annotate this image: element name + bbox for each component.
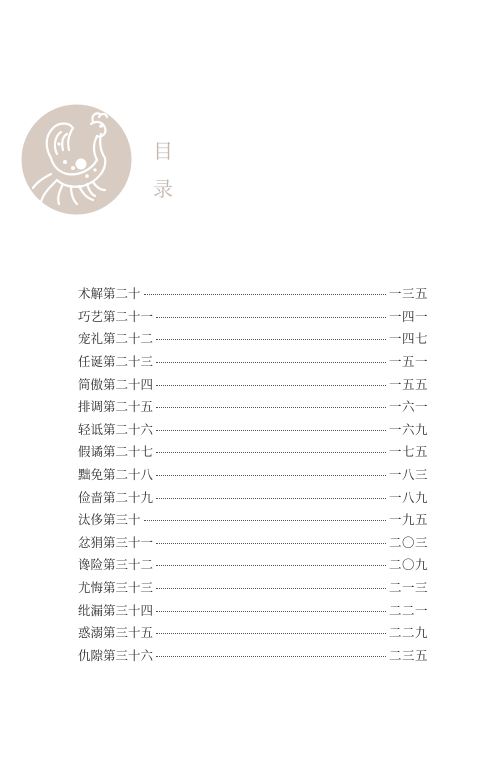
toc-dot-leader xyxy=(156,497,386,499)
toc-entry-title: 巧艺第二十一 xyxy=(78,308,154,324)
toc-dot-leader xyxy=(156,610,386,612)
toc-dot-leader xyxy=(156,384,386,386)
toc-dot-leader xyxy=(156,632,386,634)
toc-dot-leader xyxy=(144,519,386,521)
toc-entry[interactable] xyxy=(78,372,428,395)
toc-entry-title: 排调第二十五 xyxy=(78,399,154,415)
toc-entry-title: 任诞第二十三 xyxy=(78,354,154,370)
toc-entry-page-number: 一五五 xyxy=(388,376,428,392)
toc-entry-title: 轻诋第二十六 xyxy=(78,421,154,437)
toc-entry[interactable] xyxy=(78,576,428,599)
toc-entry-title: 简傲第二十四 xyxy=(78,376,154,392)
toc-entry[interactable] xyxy=(78,598,428,621)
toc-dot-leader xyxy=(156,564,386,566)
toc-entry-page-number: 二一三 xyxy=(388,580,428,596)
toc-dot-leader xyxy=(144,293,386,295)
toc-entry[interactable] xyxy=(78,305,428,328)
toc-dot-leader xyxy=(156,655,386,657)
toc-entry[interactable] xyxy=(78,327,428,350)
toc-entry[interactable] xyxy=(78,553,428,576)
toc-entry-title: 谗险第三十二 xyxy=(78,557,154,573)
toc-entry-title: 纰漏第三十四 xyxy=(78,602,154,618)
toc-entry-page-number: 一九五 xyxy=(388,512,428,528)
toc-entry-title: 宠礼第二十二 xyxy=(78,331,154,347)
toc-entry[interactable] xyxy=(78,508,428,531)
toc-entry[interactable] xyxy=(78,350,428,373)
toc-entry[interactable] xyxy=(78,440,428,463)
toc-entry-title: 忿狷第三十一 xyxy=(78,534,154,550)
toc-dot-leader xyxy=(156,587,386,589)
toc-entry-page-number: 一三五 xyxy=(388,286,428,302)
toc-dot-leader xyxy=(156,406,386,408)
toc-entry-title: 仇隙第三十六 xyxy=(78,647,154,663)
phoenix-medallion-icon xyxy=(21,104,132,215)
toc-dot-leader xyxy=(156,429,386,431)
toc-entry-page-number: 二三五 xyxy=(388,647,428,663)
toc-entry-page-number: 二〇九 xyxy=(388,557,428,573)
toc-entry-page-number: 一六九 xyxy=(388,421,428,437)
toc-entry-page-number: 一六一 xyxy=(388,399,428,415)
toc-dot-leader xyxy=(156,474,386,476)
contents-heading-char-1: 目 xyxy=(153,139,173,163)
toc-entry-page-number: 一八三 xyxy=(388,467,428,483)
toc-entry-title: 俭啬第二十九 xyxy=(78,489,154,505)
toc-entry[interactable] xyxy=(78,282,428,305)
toc-entry-title: 术解第二十 xyxy=(78,286,141,302)
toc-entry[interactable] xyxy=(78,531,428,554)
toc-dot-leader xyxy=(156,316,386,318)
toc-entry-title: 黜免第二十八 xyxy=(78,467,154,483)
toc-entry-title: 假谲第二十七 xyxy=(78,444,154,460)
toc-entry-title: 尤悔第三十三 xyxy=(78,580,154,596)
toc-entry[interactable] xyxy=(78,621,428,644)
contents-heading-char-2: 录 xyxy=(153,177,173,201)
toc-dot-leader xyxy=(156,338,386,340)
toc-dot-leader xyxy=(156,361,386,363)
toc-entry-title: 汰侈第三十 xyxy=(78,512,141,528)
toc-entry-page-number: 二二九 xyxy=(388,625,428,641)
toc-dot-leader xyxy=(156,542,386,544)
toc-entry-page-number: 一四一 xyxy=(388,308,428,324)
table-of-contents xyxy=(78,282,428,666)
toc-entry[interactable] xyxy=(78,463,428,486)
toc-dot-leader xyxy=(156,451,386,453)
toc-entry[interactable] xyxy=(78,395,428,418)
toc-entry-title: 惑溺第三十五 xyxy=(78,625,154,641)
toc-entry-page-number: 一八九 xyxy=(388,489,428,505)
toc-entry-page-number: 一四七 xyxy=(388,331,428,347)
toc-entry-page-number: 二〇三 xyxy=(388,534,428,550)
toc-entry[interactable] xyxy=(78,485,428,508)
toc-entry-page-number: 一五一 xyxy=(388,354,428,370)
toc-entry-page-number: 一七五 xyxy=(388,444,428,460)
toc-entry[interactable] xyxy=(78,644,428,667)
toc-entry-page-number: 二二一 xyxy=(388,602,428,618)
toc-entry[interactable] xyxy=(78,418,428,441)
